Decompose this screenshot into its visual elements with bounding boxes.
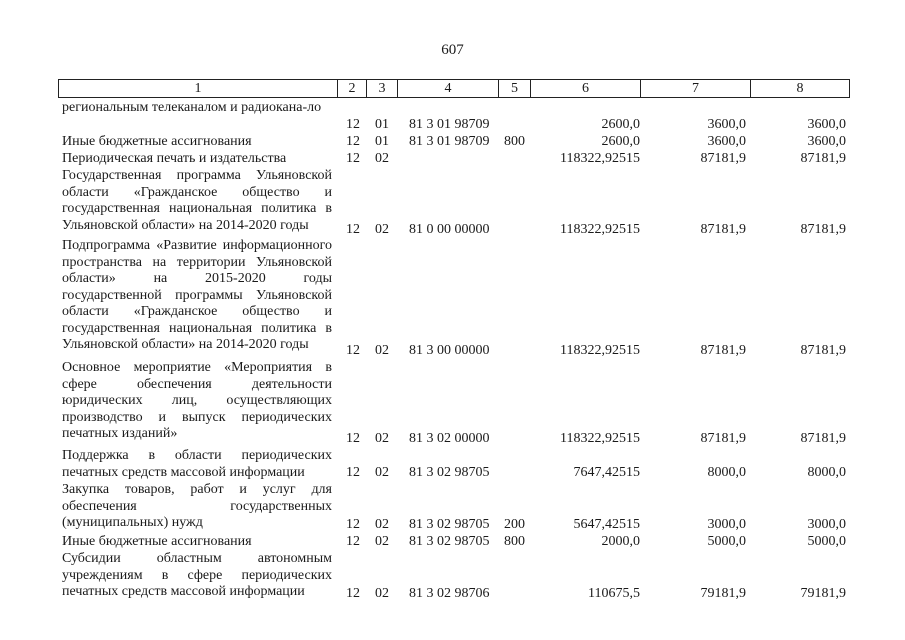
cell-subsection: 02	[375, 534, 389, 549]
header-col-1: 1	[59, 80, 338, 97]
cell-amount-7: 5000,0	[707, 534, 746, 549]
row-description: Иные бюджетные ассигнования	[62, 134, 252, 149]
cell-target-article: 81 0 00 00000	[409, 222, 490, 237]
cell-amount-8: 87181,9	[800, 151, 846, 166]
row-description: региональным телеканалом и радиокана-ло	[62, 100, 322, 115]
cell-subsection: 02	[375, 222, 389, 237]
header-col-3: 3	[367, 80, 398, 97]
cell-section: 12	[346, 117, 360, 132]
cell-target-article: 81 3 02 98706	[409, 586, 490, 601]
row-description: Иные бюджетные ассигнования	[62, 534, 252, 549]
cell-expense-type: 800	[504, 534, 525, 549]
cell-subsection: 02	[375, 431, 389, 446]
cell-amount-8: 79181,9	[800, 586, 846, 601]
cell-amount-8: 87181,9	[800, 222, 846, 237]
cell-amount-6: 118322,92515	[560, 222, 640, 237]
cell-amount-6: 2600,0	[601, 117, 640, 132]
cell-amount-6: 7647,42515	[573, 465, 640, 480]
cell-section: 12	[346, 534, 360, 549]
cell-target-article: 81 3 02 98705	[409, 517, 490, 532]
cell-target-article: 81 3 02 00000	[409, 431, 490, 446]
cell-section: 12	[346, 431, 360, 446]
cell-amount-8: 87181,9	[800, 431, 846, 446]
cell-amount-7: 3000,0	[707, 517, 746, 532]
row-description: Поддержка в области периодических печатных средств массовой информации	[62, 448, 332, 480]
page-number: 607	[441, 42, 464, 58]
header-col-7: 7	[641, 80, 751, 97]
table-header	[58, 79, 850, 98]
cell-amount-6: 2600,0	[601, 134, 640, 149]
cell-amount-7: 87181,9	[700, 343, 746, 358]
row-description: Субсидии областным автономным учреждениям в сфере периодических печатных средств массовой информации	[62, 551, 332, 599]
cell-target-article: 81 3 02 98705	[409, 534, 490, 549]
cell-amount-6: 110675,5	[588, 586, 640, 601]
cell-subsection: 02	[375, 151, 389, 166]
cell-amount-6: 118322,92515	[560, 151, 640, 166]
cell-section: 12	[346, 517, 360, 532]
row-description: Периодическая печать и издательства	[62, 151, 287, 166]
cell-section: 12	[346, 586, 360, 601]
row-description: Подпрограмма «Развитие информационного пространства на территории Ульяновской области» на 2015-2020 годы государственной программы Ульяновской области «Гражданское общество и государственная национальная политика в Ульяновской области» на 2014-2020 годы	[62, 238, 332, 352]
cell-amount-6: 2000,0	[601, 534, 640, 549]
cell-target-article: 81 3 01 98709	[409, 134, 490, 149]
cell-amount-8: 3600,0	[807, 117, 846, 132]
cell-amount-7: 3600,0	[707, 134, 746, 149]
cell-amount-8: 5000,0	[807, 534, 846, 549]
cell-amount-8: 3000,0	[807, 517, 846, 532]
cell-subsection: 01	[375, 134, 389, 149]
cell-subsection: 02	[375, 586, 389, 601]
cell-subsection: 01	[375, 117, 389, 132]
cell-section: 12	[346, 134, 360, 149]
header-col-6: 6	[531, 80, 641, 97]
cell-subsection: 02	[375, 465, 389, 480]
header-col-4: 4	[398, 80, 499, 97]
cell-target-article: 81 3 02 98705	[409, 465, 490, 480]
cell-subsection: 02	[375, 343, 389, 358]
cell-amount-7: 87181,9	[700, 222, 746, 237]
cell-amount-7: 79181,9	[700, 586, 746, 601]
row-description: Государственная программа Ульяновской области «Гражданское общество и государственная национальная политика в Ульяновской области» на 2014-2020 годы	[62, 168, 332, 233]
row-description: Закупка товаров, работ и услуг для обеспечения государственных (муниципальных) нужд	[62, 482, 332, 530]
header-col-2: 2	[338, 80, 367, 97]
cell-target-article: 81 3 00 00000	[409, 343, 490, 358]
cell-expense-type: 200	[504, 517, 525, 532]
row-description: Основное мероприятие «Мероприятия в сфере обеспечения деятельности юридических лиц, осуществляющих производство и выпуск периодических печатных изданий»	[62, 360, 332, 441]
cell-amount-8: 3600,0	[807, 134, 846, 149]
cell-section: 12	[346, 151, 360, 166]
cell-section: 12	[346, 343, 360, 358]
cell-amount-6: 118322,92515	[560, 343, 640, 358]
cell-amount-6: 5647,42515	[573, 517, 640, 532]
cell-amount-7: 8000,0	[707, 465, 746, 480]
header-col-8: 8	[796, 81, 804, 96]
header-col-5: 5	[499, 80, 531, 97]
cell-amount-8: 8000,0	[807, 465, 846, 480]
cell-section: 12	[346, 465, 360, 480]
cell-amount-7: 3600,0	[707, 117, 746, 132]
cell-amount-7: 87181,9	[700, 151, 746, 166]
cell-subsection: 02	[375, 517, 389, 532]
cell-expense-type: 800	[504, 134, 525, 149]
cell-section: 12	[346, 222, 360, 237]
cell-amount-6: 118322,92515	[560, 431, 640, 446]
cell-amount-8: 87181,9	[800, 343, 846, 358]
cell-target-article: 81 3 01 98709	[409, 117, 490, 132]
cell-amount-7: 87181,9	[700, 431, 746, 446]
